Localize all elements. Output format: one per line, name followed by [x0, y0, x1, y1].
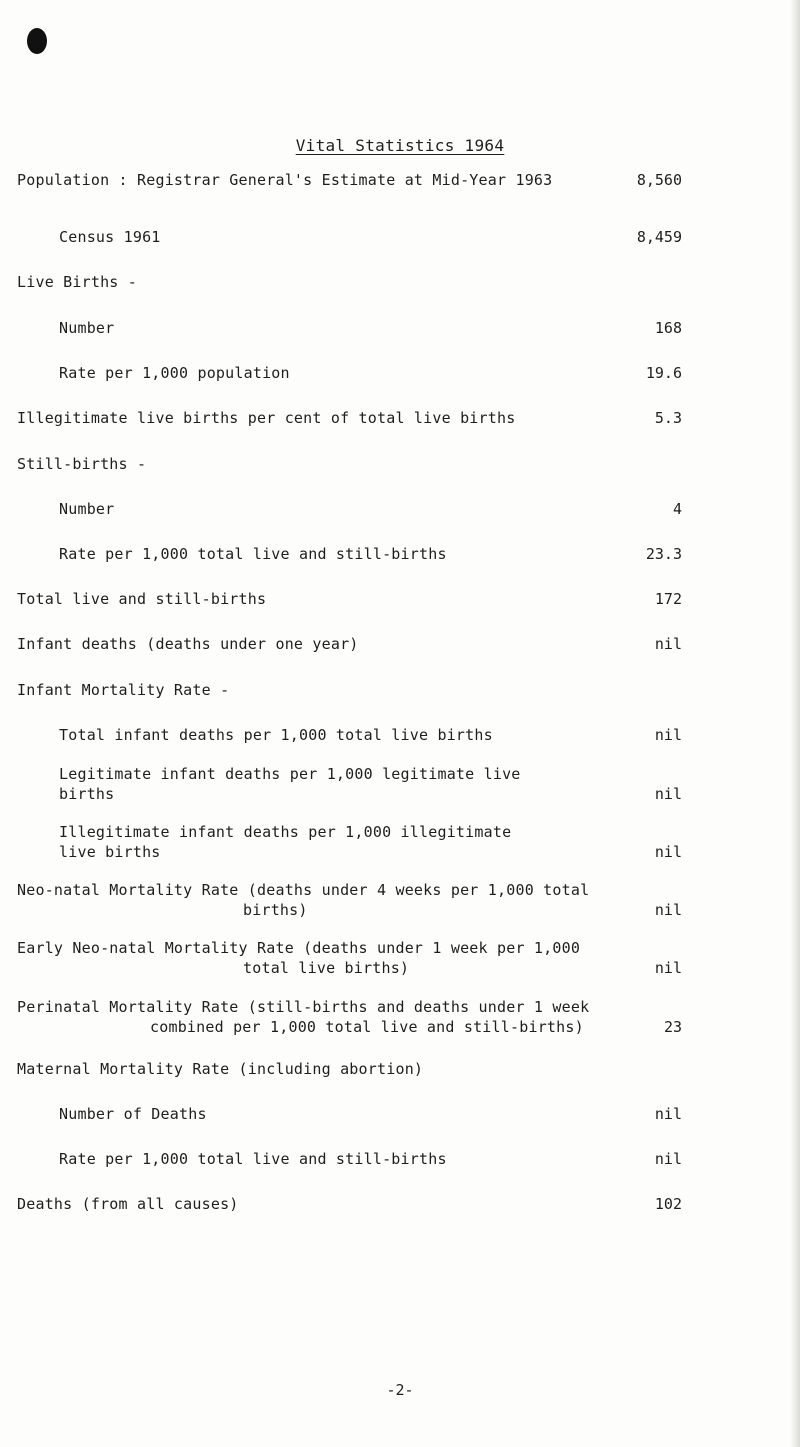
- imr-legit-label-line-2: births: [59, 785, 115, 803]
- perinatal-label-line-1: Perinatal Mortality Rate (still-births and deaths under 1 week: [17, 998, 590, 1016]
- perinatal-label-line-2: combined per 1,000 total live and still-births): [150, 1018, 584, 1036]
- perinatal-value: 23: [663, 1018, 682, 1036]
- perinatal-label: [17, 997, 589, 1037]
- illegitimate-pct-value: 5.3: [654, 409, 682, 427]
- imr-illegit-label-line-1: Illegitimate infant deaths per 1,000 illegitimate: [59, 823, 512, 841]
- page-edge-shadow: [790, 0, 800, 1447]
- early-neonatal-label-line-1: Early Neo-natal Mortality Rate (deaths under 1 week per 1,000: [17, 939, 581, 957]
- imr-heading: Infant Mortality Rate -: [17, 681, 230, 699]
- still-births-rate-label: Rate per 1,000 total live and still-births: [59, 545, 447, 563]
- live-births-heading: Live Births -: [17, 273, 137, 291]
- infant-deaths-value: nil: [654, 635, 682, 653]
- maternal-number-label: Number of Deaths: [59, 1105, 207, 1123]
- illegitimate-pct-label: Illegitimate live births per cent of total live births: [17, 409, 516, 427]
- maternal-number-value: nil: [654, 1105, 682, 1123]
- imr-total-label: Total infant deaths per 1,000 total live births: [59, 726, 493, 744]
- maternal-heading: Maternal Mortality Rate (including abortion): [17, 1060, 424, 1078]
- census-value: 8,459: [636, 228, 682, 246]
- early-neonatal-label: [17, 938, 580, 978]
- punch-hole: [27, 28, 47, 54]
- population-label: Population : Registrar General's Estimate at Mid-Year 1963: [17, 171, 553, 189]
- live-births-rate-value: 19.6: [645, 364, 682, 382]
- total-live-still-label: Total live and still-births: [17, 590, 267, 608]
- deaths-all-value: 102: [654, 1195, 682, 1213]
- still-births-rate-value: 23.3: [645, 545, 682, 563]
- early-neonatal-label-line-2: total live births): [243, 959, 410, 977]
- imr-legit-label: [59, 764, 521, 804]
- page-title: Vital Statistics 1964: [295, 136, 505, 155]
- neonatal-value: nil: [654, 901, 682, 919]
- imr-legit-value: nil: [654, 785, 682, 803]
- page-number: -2-: [386, 1381, 414, 1399]
- imr-total-value: nil: [654, 726, 682, 744]
- imr-illegit-value: nil: [654, 843, 682, 861]
- live-births-rate-label: Rate per 1,000 population: [59, 364, 290, 382]
- imr-legit-label-line-1: Legitimate infant deaths per 1,000 legitimate live: [59, 765, 521, 783]
- maternal-rate-label: Rate per 1,000 total live and still-births: [59, 1150, 447, 1168]
- population-value: 8,560: [636, 171, 682, 189]
- imr-illegit-label: [59, 822, 511, 862]
- infant-deaths-label: Infant deaths (deaths under one year): [17, 635, 359, 653]
- neonatal-label-line-1: Neo-natal Mortality Rate (deaths under 4 weeks per 1,000 total: [17, 881, 590, 899]
- live-births-number-value: 168: [654, 319, 682, 337]
- imr-illegit-label-line-2: live births: [59, 843, 161, 861]
- maternal-rate-value: nil: [654, 1150, 682, 1168]
- neonatal-label: [17, 880, 589, 920]
- neonatal-label-line-2: births): [243, 901, 308, 919]
- total-live-still-value: 172: [654, 590, 682, 608]
- still-births-number-value: 4: [672, 500, 682, 518]
- still-births-heading: Still-births -: [17, 455, 147, 473]
- census-label: Census 1961: [59, 228, 161, 246]
- deaths-all-label: Deaths (from all causes): [17, 1195, 239, 1213]
- still-births-number-label: Number: [59, 500, 115, 518]
- live-births-number-label: Number: [59, 319, 115, 337]
- early-neonatal-value: nil: [654, 959, 682, 977]
